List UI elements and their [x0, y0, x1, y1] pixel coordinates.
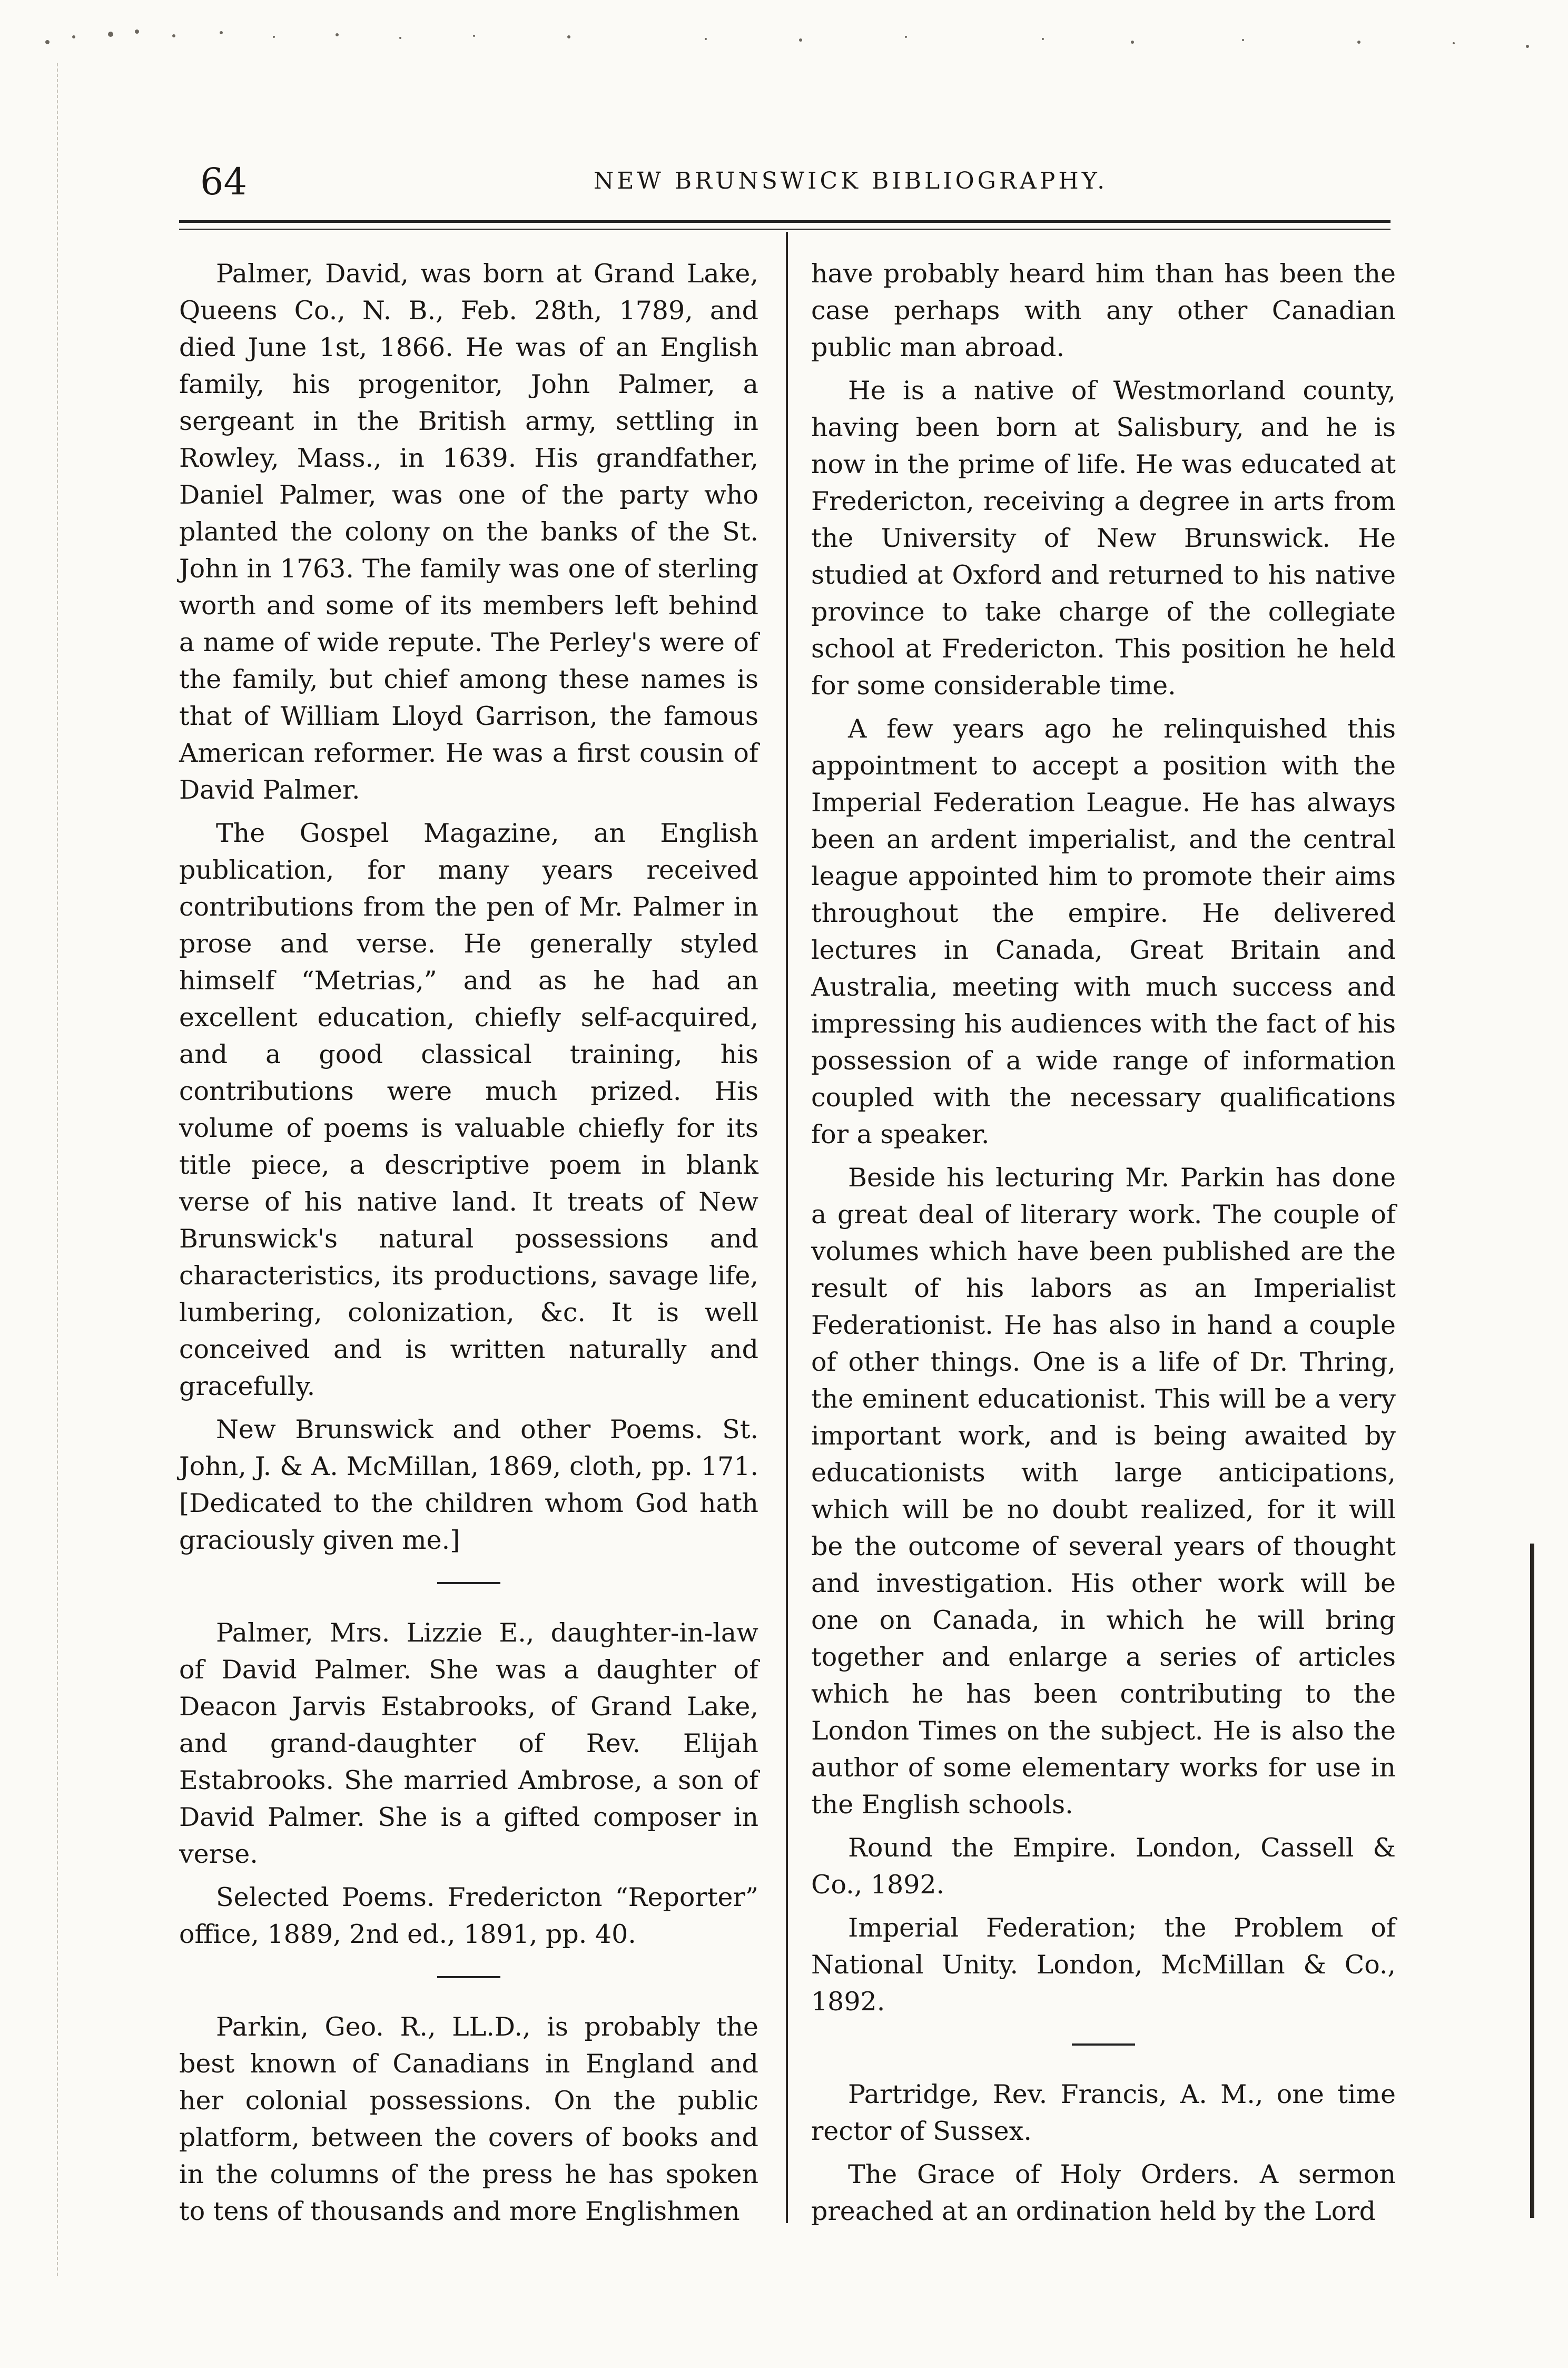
- entry-parkin-federation: A few years ago he relinquished this appointment to accept a position with the Imperial Federation League. He has always been an ardent imperialist, and the central league appointed him to promote their aims throughout the empire. He delivered lectures in Canada, Great Britain and Australia, meeting with much success and impressing his audiences with the fact of his possession of a wide range of information coupled with the necessary qualifications for a speaker.: [811, 714, 1396, 1149]
- entry-parkin-literary: Beside his lecturing Mr. Parkin has done a great deal of literary work. The couple of volumes which have been published are the result of his labors as an Imperialist Federationist. He has also in hand a couple of other things. One is a life of Dr. Thring, the eminent educationist. This will be a very important work, and is being awaited by educationists with large anticipations, which will be no doubt realized, for it will be the outcome of several years of thought and investigation. His other work will be one on Canada, in which he will bring together and enlarge a series of articles which he has been contributing to the London Times on the subject. He is also the author of some elementary works for use in the English schools.: [811, 1163, 1396, 1820]
- entry-parkin-origins: He is a native of Westmorland county, having been born at Salisbury, and he is now in the prime of life. He was educated at Fredericton, receiving a degree in arts from the University of New Brunswick. He studied at Oxford and returned to his native province to take charge of the collegiate school at Fredericton. This position he held for some considerable time.: [811, 376, 1396, 701]
- right-margin-ink-mark: [1530, 1544, 1534, 2218]
- entry-separator: [437, 1582, 500, 1584]
- entry-parkin-bio: Parkin, Geo. R., LL.D., is probably the best known of Canadians in England and her colonial possessions. On the public platform, between the covers of books and in the columns of the press he has spoken to tens of thousands and more Englishmen: [179, 2012, 758, 2226]
- left-margin-shadow: [57, 63, 59, 2276]
- page-number: 64: [200, 160, 248, 203]
- top-edge-speckle: [0, 21, 1568, 63]
- header-rule-thin: [179, 229, 1391, 230]
- left-column: [179, 256, 758, 2230]
- entry-palmer-lizzie: Palmer, Mrs. Lizzie E., daughter-in-law of David Palmer. She was a daughter of Deacon Jarvis Estabrooks, of Grand Lake, and grand-daughter of Rev. Elijah Estabrooks. She married Ambrose, a son of David Palmer. She is a gifted composer in verse.: [179, 1618, 758, 1869]
- right-column: [811, 256, 1396, 2230]
- entry-palmer-david-bio: Palmer, David, was born at Grand Lake, Queens Co., N. B., Feb. 28th, 1789, and died June 1st, 1866. He was of an English family, his progenitor, John Palmer, a sergeant in the British army, settling in Rowley, Mass., in 1639. His grandfather, Daniel Palmer, was one of the party who planted the colony on the banks of the St. John in 1763. The family was one of sterling worth and some of its members left behind a name of wide repute. The Perley's were of the family, but chief among these names is that of William Lloyd Garrison, the famous American reformer. He was a first cousin of David Palmer.: [179, 259, 758, 805]
- bibliography-item: New Brunswick and other Poems. St. John, J. & A. McMillan, 1869, cloth, pp. 171. [Dedicated to the children whom God hath graciously given me.]: [179, 1414, 758, 1555]
- bibliography-item: Imperial Federation; the Problem of National Unity. London, McMillan & Co., 1892.: [811, 1913, 1396, 2017]
- header-rule-thick: [179, 220, 1391, 223]
- bibliography-item: Selected Poems. Fredericton “Reporter” office, 1889, 2nd ed., 1891, pp. 40.: [179, 1882, 758, 1949]
- entry-separator: [437, 1976, 500, 1978]
- entry-separator: [1072, 2043, 1135, 2046]
- column-divider: [786, 232, 788, 2223]
- running-title: NEW BRUNSWICK BIBLIOGRAPHY.: [593, 168, 1108, 194]
- bibliography-item: The Grace of Holy Orders. A sermon preached at an ordination held by the Lord: [811, 2159, 1396, 2226]
- entry-palmer-david-works: The Gospel Magazine, an English publication, for many years received contributions from the pen of Mr. Palmer in prose and verse. He generally styled himself “Metrias,” and as he had an excellent education, chiefly self-acquired, and a good classical training, his contributions were much prized. His volume of poems is valuable chiefly for its title piece, a descriptive poem in blank verse of his native land. It treats of New Brunswick's natural possessions and characteristics, its productions, savage life, lumbering, colonization, &c. It is well conceived and is written naturally and gracefully.: [179, 818, 758, 1401]
- bibliography-item: Round the Empire. London, Cassell & Co., 1892.: [811, 1833, 1396, 1900]
- entry-partridge: Partridge, Rev. Francis, A. M., one time rector of Sussex.: [811, 2079, 1396, 2146]
- entry-parkin-continued: have probably heard him than has been the case perhaps with any other Canadian public man abroad.: [811, 259, 1396, 362]
